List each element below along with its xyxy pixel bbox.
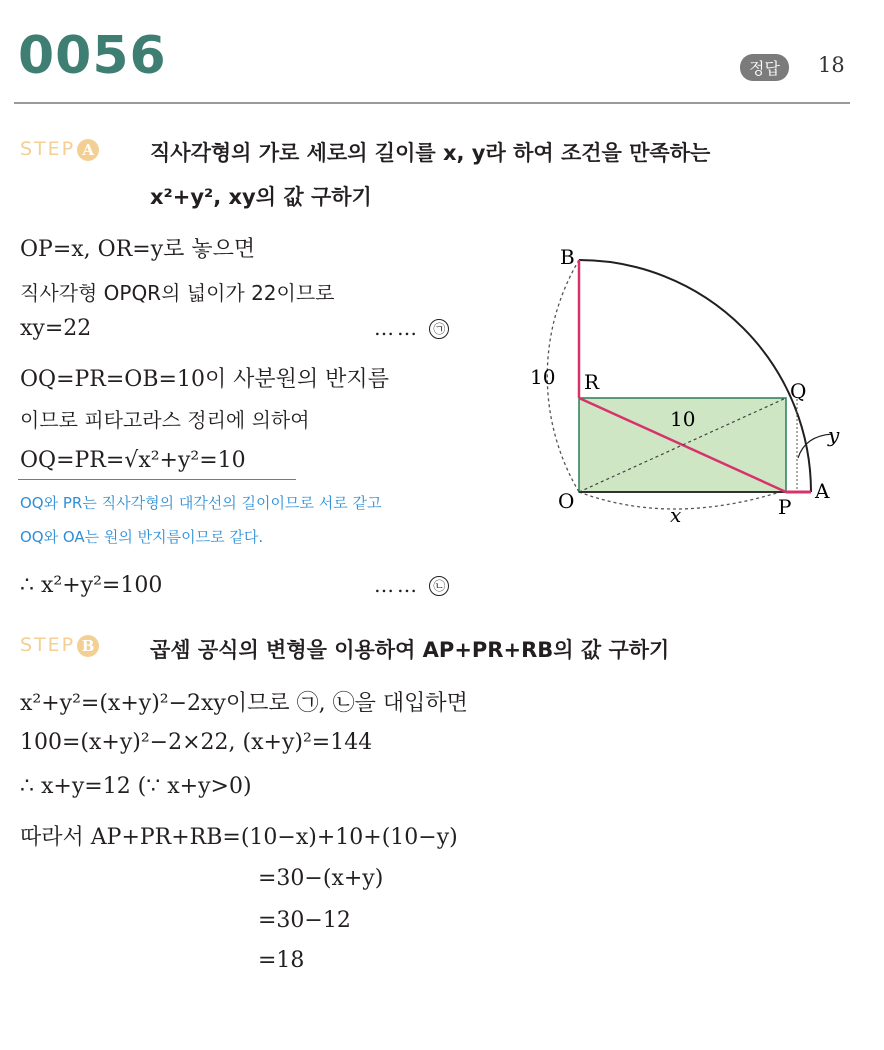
label-a: A bbox=[815, 479, 830, 503]
step-a-line6: OQ=PR=√x²+y²=10 bbox=[20, 448, 246, 473]
step-b-line7: =18 bbox=[258, 948, 305, 973]
step-a-line1: OP=x, OR=y로 놓으면 bbox=[20, 237, 256, 262]
label-q: Q bbox=[790, 379, 807, 403]
step-a-line3: xy=22 bbox=[20, 316, 92, 341]
step-a-tag: STEP A bbox=[20, 138, 99, 161]
step-a-line7: ∴ x²+y²=100 bbox=[20, 573, 163, 598]
circle-mark-1: ㉠ bbox=[429, 319, 449, 339]
step-a-title-line2: x²+y², xy의 값 구하기 bbox=[150, 185, 372, 209]
step-b-line4: 따라서 AP+PR+RB=(10−x)+10+(10−y) bbox=[20, 825, 458, 850]
step-b-line2: 100=(x+y)²−2×22, (x+y)²=144 bbox=[20, 730, 373, 755]
label-ten-diag: 10 bbox=[670, 407, 696, 431]
circle-mark-2: ㉡ bbox=[429, 576, 449, 596]
label-b: B bbox=[560, 245, 575, 269]
step-b-tag: STEP B bbox=[20, 634, 99, 657]
step-a-letter: A bbox=[77, 139, 99, 161]
step-a-line5: 이므로 피타고라스 정리에 의하여 bbox=[20, 408, 310, 432]
step-b-title: 곱셈 공식의 변형을 이용하여 AP+PR+RB의 값 구하기 bbox=[150, 638, 670, 662]
note-underline bbox=[18, 479, 296, 480]
step-b-line5: =30−(x+y) bbox=[258, 866, 384, 891]
step-a-line2: 직사각형 OPQR의 넓이가 22이므로 bbox=[20, 281, 335, 305]
answer-value: 18 bbox=[818, 53, 845, 77]
label-o: O bbox=[558, 489, 575, 513]
label-x: x bbox=[670, 503, 682, 527]
quarter-circle-figure bbox=[520, 236, 850, 536]
step-a-ref2: …… ㉡ bbox=[374, 573, 449, 597]
step-b-letter: B bbox=[77, 635, 99, 657]
label-p: P bbox=[778, 495, 792, 519]
note-line2: OQ와 OA는 원의 반지름이므로 같다. bbox=[20, 528, 264, 546]
label-ten-left: 10 bbox=[530, 365, 556, 389]
header-divider bbox=[14, 102, 850, 104]
step-a-line4: OQ=PR=OB=10이 사분원의 반지름 bbox=[20, 367, 389, 392]
y-pointer bbox=[798, 434, 832, 458]
step-b-line3: ∴ x+y=12 (∵ x+y>0) bbox=[20, 774, 252, 799]
label-y: y bbox=[828, 423, 840, 447]
step-b-line1: x²+y²=(x+y)²−2xy이므로 ㉠, ㉡을 대입하면 bbox=[20, 691, 468, 716]
note-line1: OQ와 PR는 직사각형의 대각선의 길이이므로 서로 같고 bbox=[20, 494, 382, 512]
step-b-line6: =30−12 bbox=[258, 908, 351, 933]
answer-badge: 정답 bbox=[740, 54, 789, 81]
step-a-ref1: …… ㉠ bbox=[374, 316, 449, 340]
problem-number: 0056 bbox=[18, 26, 167, 86]
step-a-title-line1: 직사각형의 가로 세로의 길이를 x, y라 하여 조건을 만족하는 bbox=[150, 141, 711, 165]
label-r: R bbox=[584, 370, 600, 394]
